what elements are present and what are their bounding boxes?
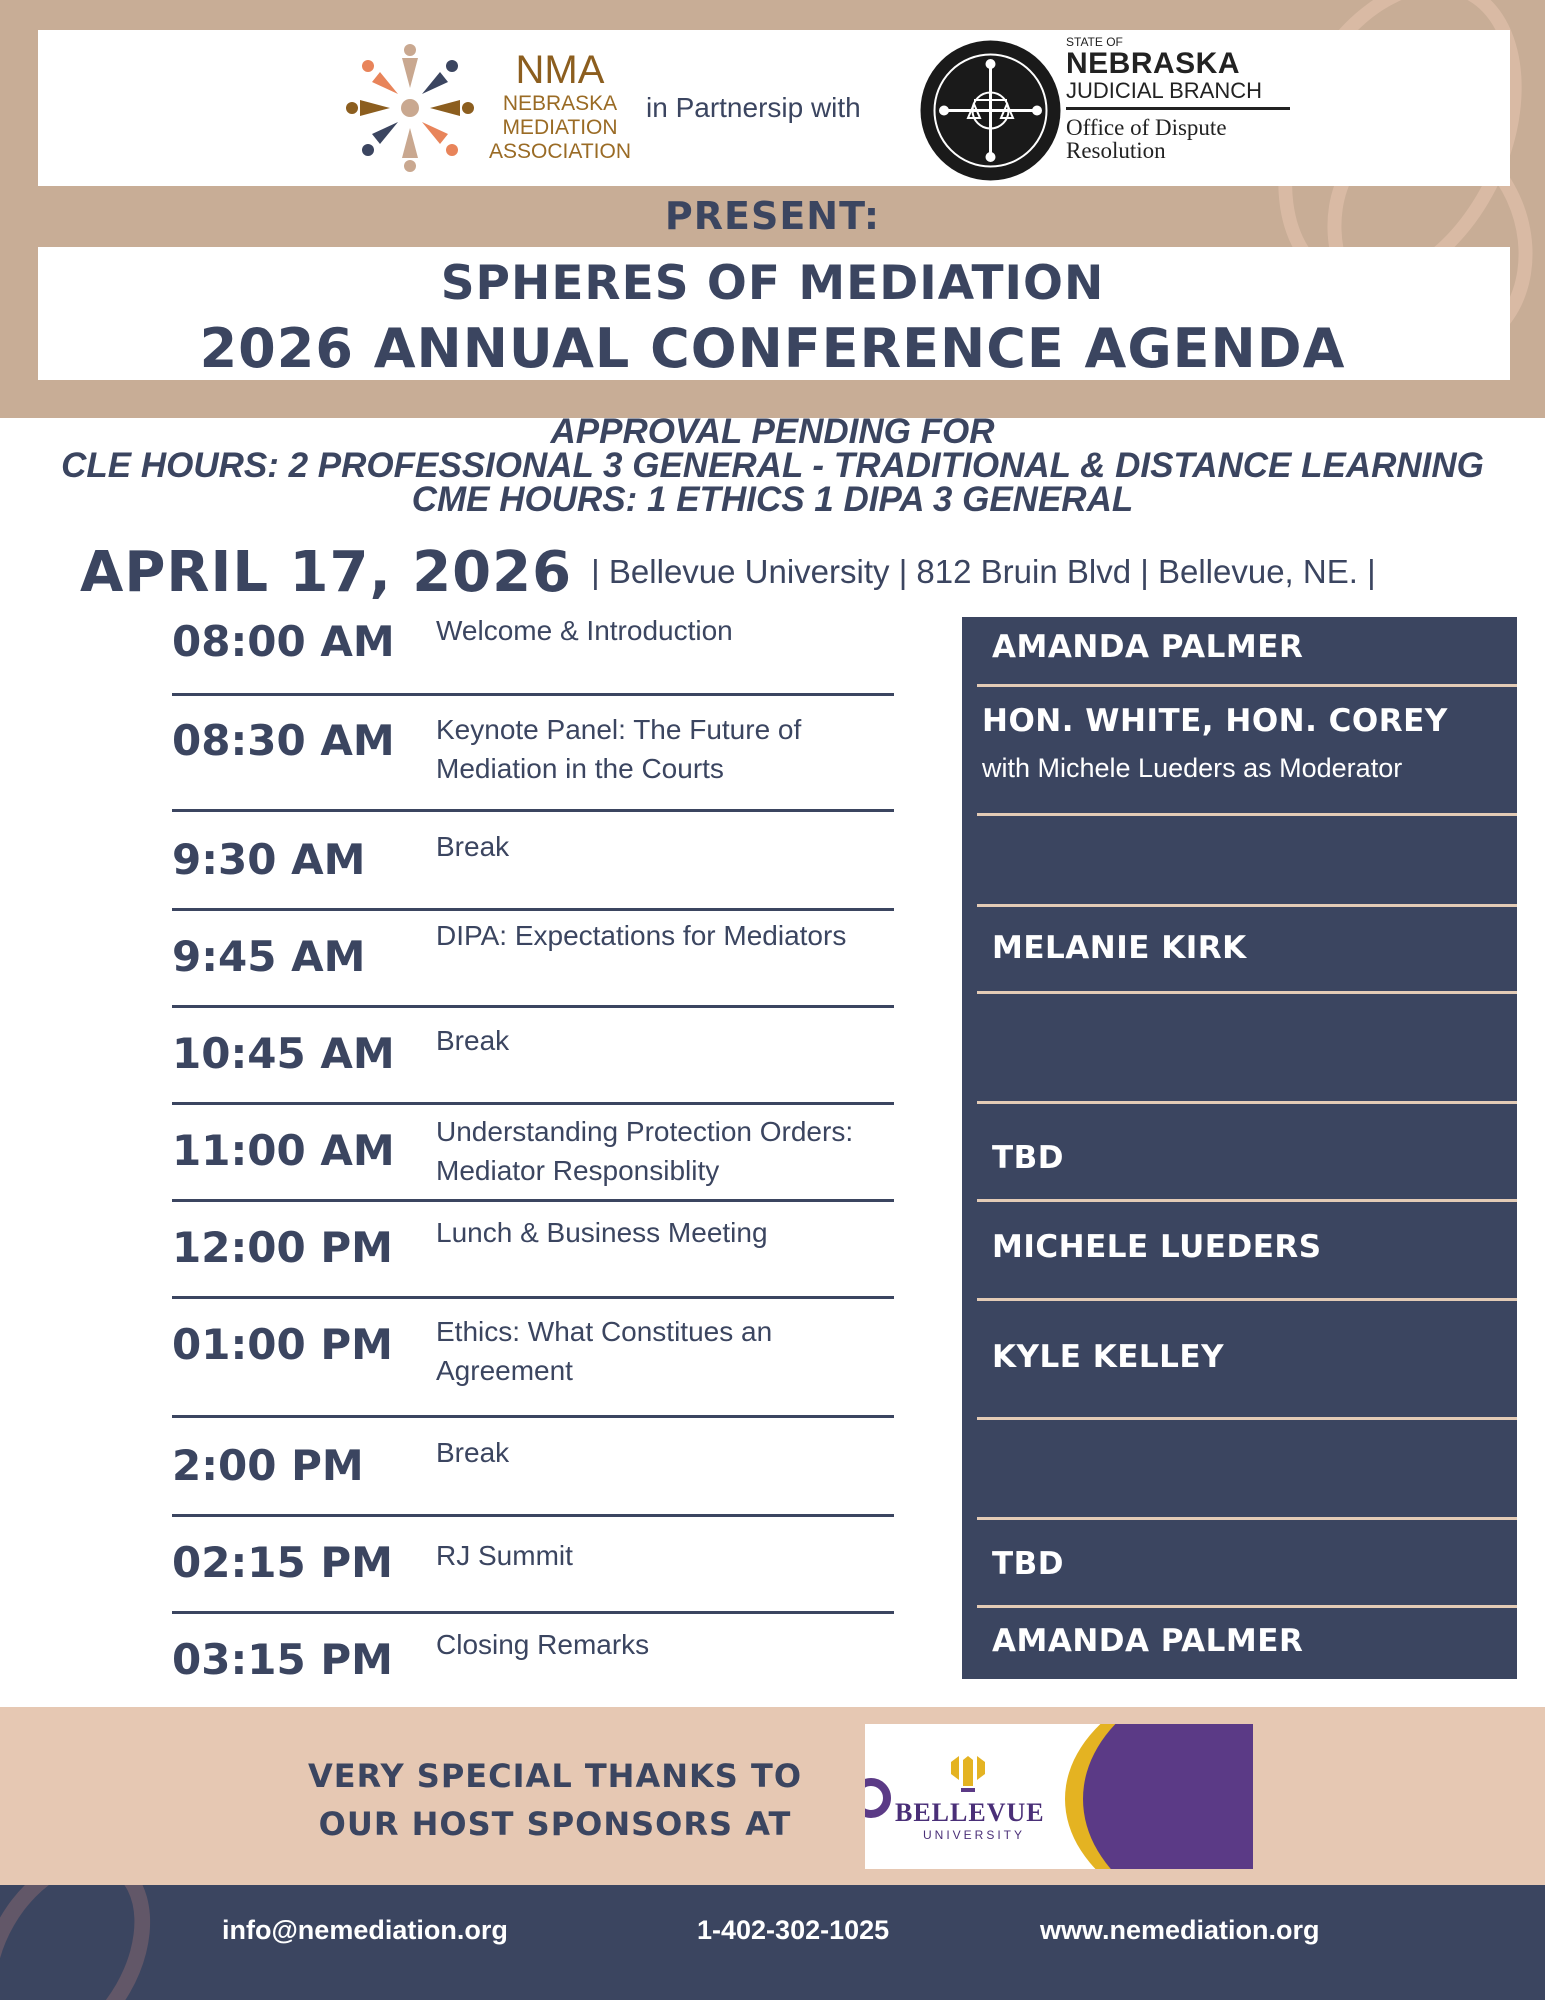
approval-notice xyxy=(0,412,1545,519)
present-label: PRESENT: xyxy=(664,194,881,238)
agenda-divider xyxy=(172,1102,894,1105)
agenda-time: 2:00 PM xyxy=(172,1441,364,1490)
speaker-divider xyxy=(977,1417,1517,1420)
agenda-time: 08:00 AM xyxy=(172,617,395,666)
sponsor-thanks xyxy=(280,1752,830,1848)
agenda-topic: Lunch & Business Meeting xyxy=(436,1217,768,1248)
jb-branch: JUDICIAL BRANCH xyxy=(1066,79,1290,110)
event-location: | Bellevue University | 812 Bruin Blvd | Bellevue, NE. | xyxy=(591,553,1376,590)
agenda-divider xyxy=(172,693,894,696)
approval-line2: CLE HOURS: 2 PROFESSIONAL 3 GENERAL - TRADITIONAL & DISTANCE LEARNING xyxy=(61,446,1484,485)
agenda-time: 12:00 PM xyxy=(172,1223,393,1272)
speaker-divider xyxy=(977,684,1517,687)
agenda-topic: Understanding Protection Orders: Mediator Responsiblity xyxy=(436,1116,854,1186)
agenda-topic: DIPA: Expectations for Mediators xyxy=(436,920,847,951)
agenda-divider xyxy=(172,1296,894,1299)
agenda-time: 02:15 PM xyxy=(172,1538,393,1587)
bellevue-logo-graphic xyxy=(1065,1724,1253,1869)
speaker-2: HON. WHITE, HON. COREY xyxy=(982,703,1448,739)
agenda-time: 08:30 AM xyxy=(172,716,395,765)
jb-office-line1: Office of Dispute xyxy=(1066,115,1227,140)
speaker-divider xyxy=(977,813,1517,816)
approval-line1: APPROVAL PENDING FOR xyxy=(550,412,995,451)
decorative-swirl xyxy=(0,1885,185,2000)
speaker-6: KYLE KELLEY xyxy=(992,1339,1225,1375)
speaker-divider xyxy=(977,904,1517,907)
speaker-divider xyxy=(977,1199,1517,1202)
agenda-topic: Welcome & Introduction xyxy=(436,615,733,646)
partnership-text: in Partnersip with xyxy=(646,92,861,123)
thanks-line2: OUR HOST SPONSORS AT xyxy=(318,1805,792,1843)
nma-line2: MEDIATION xyxy=(502,116,618,139)
conference-title-line1: SPHERES OF MEDIATION xyxy=(440,256,1105,311)
nma-wordmark xyxy=(475,48,645,164)
approval-line3: CME HOURS: 1 ETHICS 1 DIPA 3 GENERAL xyxy=(411,480,1134,519)
speaker-divider xyxy=(977,1517,1517,1520)
thanks-line1: VERY SPECIAL THANKS TO xyxy=(307,1757,803,1795)
nma-abbr: NMA xyxy=(515,48,605,92)
speaker-7: TBD xyxy=(992,1546,1065,1582)
speaker-4: TBD xyxy=(992,1140,1065,1176)
speaker-3: MELANIE KIRK xyxy=(992,930,1247,966)
speaker-8: AMANDA PALMER xyxy=(992,1623,1304,1659)
nma-logo-icon xyxy=(340,38,480,178)
agenda-time: 03:15 PM xyxy=(172,1635,393,1684)
agenda-topic: Keynote Panel: The Future of Mediation in the Courts xyxy=(436,714,802,784)
speaker-5: MICHELE LUEDERS xyxy=(992,1229,1322,1265)
speaker-divider xyxy=(977,991,1517,994)
agenda-divider xyxy=(172,908,894,911)
judicial-seal-icon xyxy=(918,38,1063,183)
speaker-divider xyxy=(977,1298,1517,1301)
footer-phone[interactable]: 1-402-302-1025 xyxy=(697,1915,890,1945)
event-date: APRIL 17, 2026 xyxy=(80,540,573,605)
agenda-divider xyxy=(172,1415,894,1418)
footer-email[interactable]: info@nemediation.org xyxy=(222,1915,508,1945)
bellevue-logo-name: BELLEVUE xyxy=(895,1798,1045,1827)
agenda-divider xyxy=(172,1199,894,1202)
agenda-time: 10:45 AM xyxy=(172,1029,395,1078)
conference-title-line2: 2026 ANNUAL CONFERENCE AGENDA xyxy=(199,317,1346,380)
jb-nebraska: NEBRASKA xyxy=(1066,47,1241,80)
bellevue-logo xyxy=(865,1724,1253,1869)
agenda-time: 9:45 AM xyxy=(172,932,366,981)
footer-bar xyxy=(0,1885,1545,2000)
speakers-panel xyxy=(962,617,1517,1679)
agenda-divider xyxy=(172,1611,894,1614)
jb-state-of: STATE OF xyxy=(1066,35,1123,49)
speaker-divider xyxy=(977,1605,1517,1608)
agenda-time: 9:30 AM xyxy=(172,835,366,884)
agenda-time: 11:00 AM xyxy=(172,1126,395,1175)
agenda-topic: RJ Summit xyxy=(436,1540,573,1571)
agenda-topic: Closing Remarks xyxy=(436,1629,650,1660)
bellevue-logo-sub: UNIVERSITY xyxy=(923,1828,1026,1842)
agenda-divider xyxy=(172,1514,894,1517)
speaker-1: AMANDA PALMER xyxy=(992,629,1304,665)
judicial-branch-wordmark xyxy=(1066,36,1290,162)
agenda-divider xyxy=(172,1005,894,1008)
agenda-topic: Ethics: What Constitues an Agreement xyxy=(436,1316,773,1386)
speaker-divider xyxy=(977,1101,1517,1104)
nma-line3: ASSOCIATION xyxy=(489,140,631,163)
bellevue-logo-dot xyxy=(865,1778,891,1818)
nma-line1: NEBRASKA xyxy=(502,92,618,115)
agenda-topic: Break xyxy=(436,831,510,862)
jb-office-line2: Resolution xyxy=(1066,138,1166,163)
agenda-divider xyxy=(172,809,894,812)
event-date-line xyxy=(80,540,1376,605)
speaker-2-note: with Michele Lueders as Moderator xyxy=(982,753,1403,783)
agenda-topic: Break xyxy=(436,1437,510,1468)
agenda-topic: Break xyxy=(436,1025,510,1056)
agenda-time: 01:00 PM xyxy=(172,1320,393,1369)
footer-website[interactable]: www.nemediation.org xyxy=(1040,1915,1320,1945)
bellevue-crest-icon xyxy=(947,1754,989,1794)
